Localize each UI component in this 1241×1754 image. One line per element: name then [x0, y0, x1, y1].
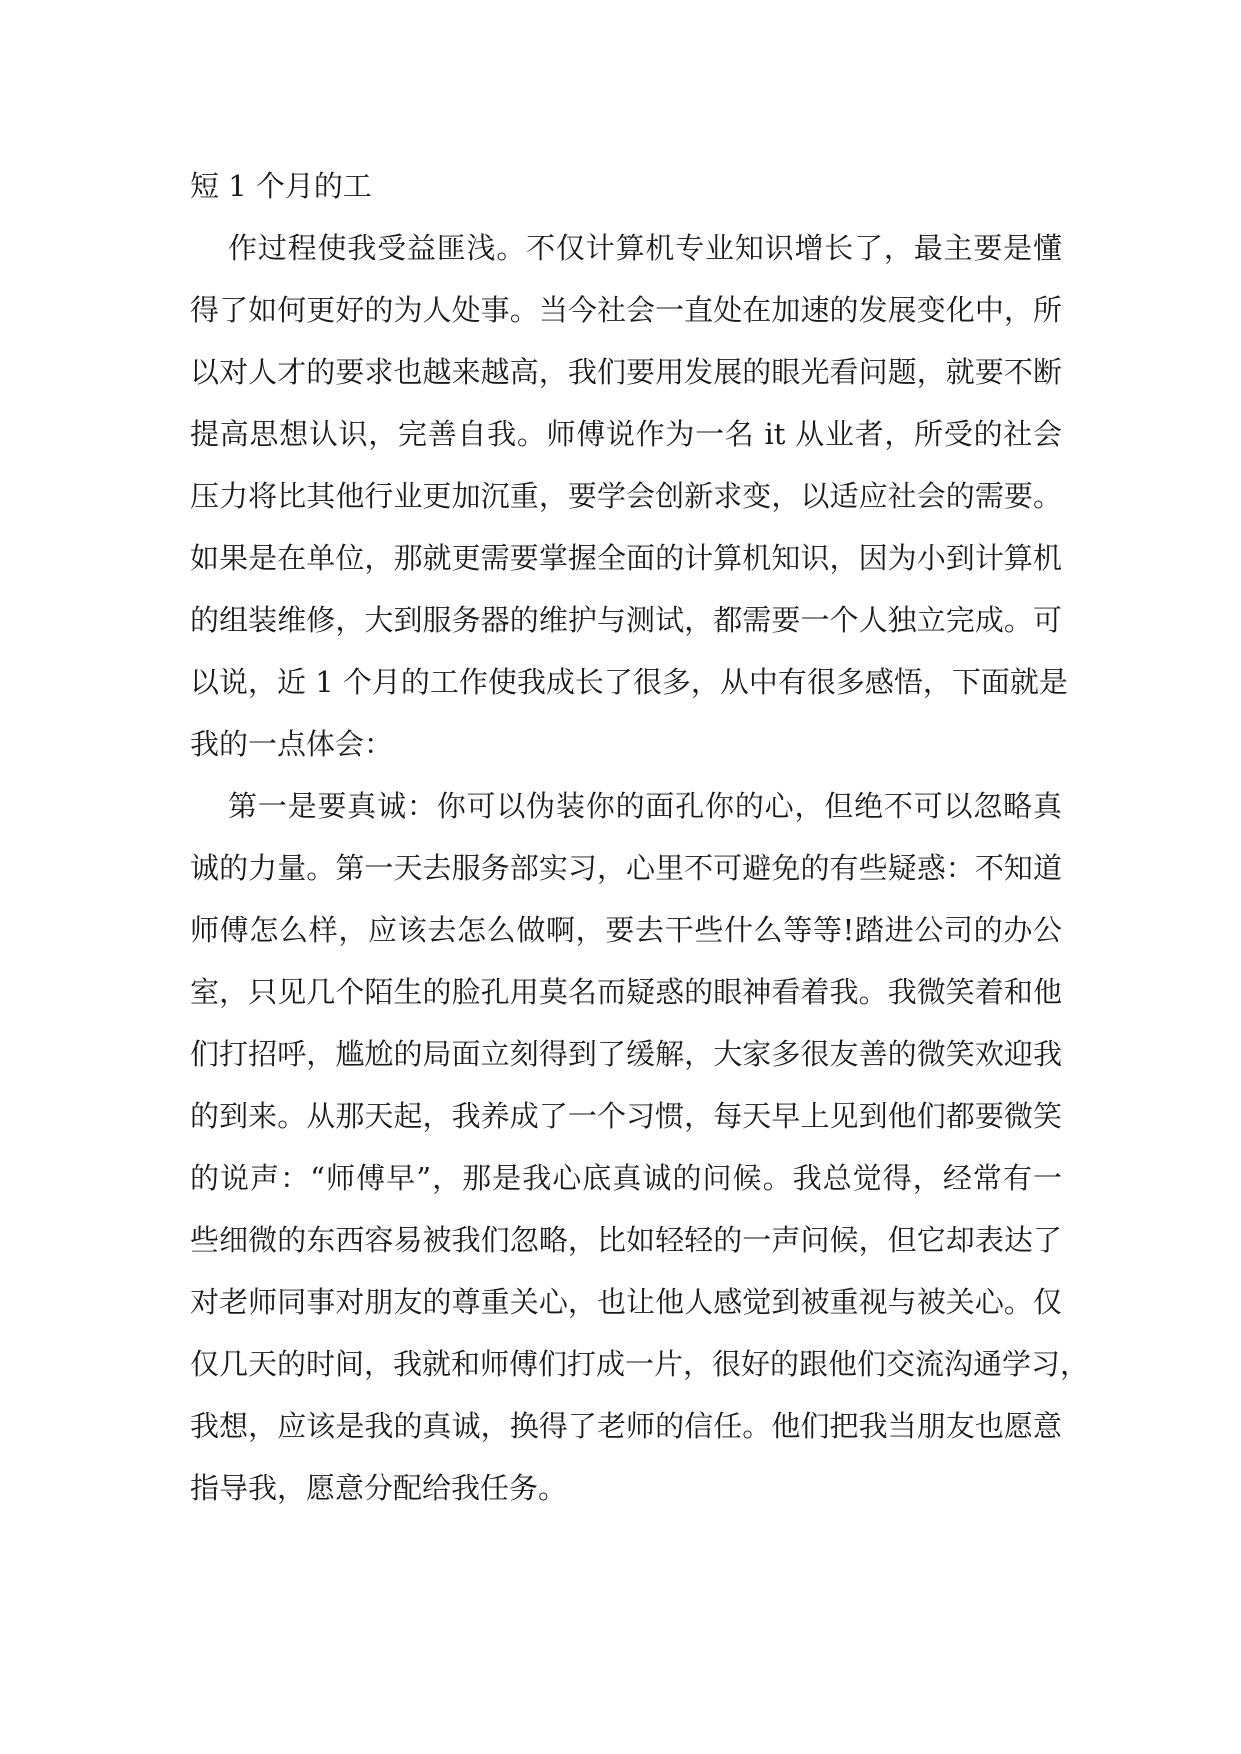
paragraph-2-line-4: 提高思想认识，完善自我。师傅说作为一名 it 从业者，所受的社会	[190, 417, 1062, 451]
paragraph-3-line-11: 我想，应该是我的真诚，换得了老师的信任。他们把我当朋友也愿意	[190, 1409, 1062, 1443]
paragraph-3-line-9: 对老师同事对朋友的尊重关心，也让他人感觉到被重视与被关心。仅	[190, 1285, 1062, 1319]
paragraph-3-line-4: 室，只见几个陌生的脸孔用莫名而疑惑的眼神看着我。我微笑着和他	[190, 975, 1062, 1009]
paragraph-1-line-1: 短 1 个月的工	[190, 169, 372, 203]
paragraph-2-line-3: 以对人才的要求也越来越高，我们要用发展的眼光看问题，就要不断	[190, 355, 1062, 389]
paragraph-2-line-5: 压力将比其他行业更加沉重，要学会创新求变，以适应社会的需要。	[190, 479, 1062, 513]
document-body	[190, 155, 1090, 1519]
paragraph-3-line-6: 的到来。从那天起，我养成了一个习惯，每天早上见到他们都要微笑	[190, 1099, 1062, 1133]
paragraph-2-line-7: 的组装维修，大到服务器的维护与测试，都需要一个人独立完成。可	[190, 603, 1062, 637]
paragraph-3-line-2: 诚的力量。第一天去服务部实习，心里不可避免的有些疑惑：不知道	[190, 851, 1062, 885]
paragraph-3-line-7: 的说声：“师傅早”，那是我心底真诚的问候。我总觉得，经常有一	[190, 1161, 1062, 1195]
paragraph-2-line-6: 如果是在单位，那就更需要掌握全面的计算机知识，因为小到计算机	[190, 541, 1062, 575]
paragraph-2-line-9: 我的一点体会：	[190, 727, 394, 761]
paragraph-3-line-5: 们打招呼，尴尬的局面立刻得到了缓解，大家多很友善的微笑欢迎我	[190, 1037, 1062, 1071]
paragraph-3-line-8: 些细微的东西容易被我们忽略，比如轻轻的一声问候，但它却表达了	[190, 1223, 1062, 1257]
paragraph-2-line-2: 得了如何更好的为人处事。当今社会一直处在加速的发展变化中，所	[190, 293, 1062, 327]
paragraph-3-line-12: 指导我，愿意分配给我任务。	[190, 1471, 568, 1505]
paragraph-2-line-8: 以说，近 1 个月的工作使我成长了很多，从中有很多感悟，下面就是	[190, 665, 1068, 699]
paragraph-3-line-10: 仅几天的时间，我就和师傅们打成一片，很好的跟他们交流沟通学习，	[190, 1347, 1090, 1381]
paragraph-3-line-1: 第一是要真诚：你可以伪装你的面孔你的心，但绝不可以忽略真	[228, 789, 1062, 823]
paragraph-3-line-3: 师傅怎么样，应该去怎么做啊，要去干些什么等等!踏进公司的办公	[190, 913, 1062, 947]
paragraph-2-line-1: 作过程使我受益匪浅。不仅计算机专业知识增长了，最主要是懂	[228, 231, 1062, 265]
